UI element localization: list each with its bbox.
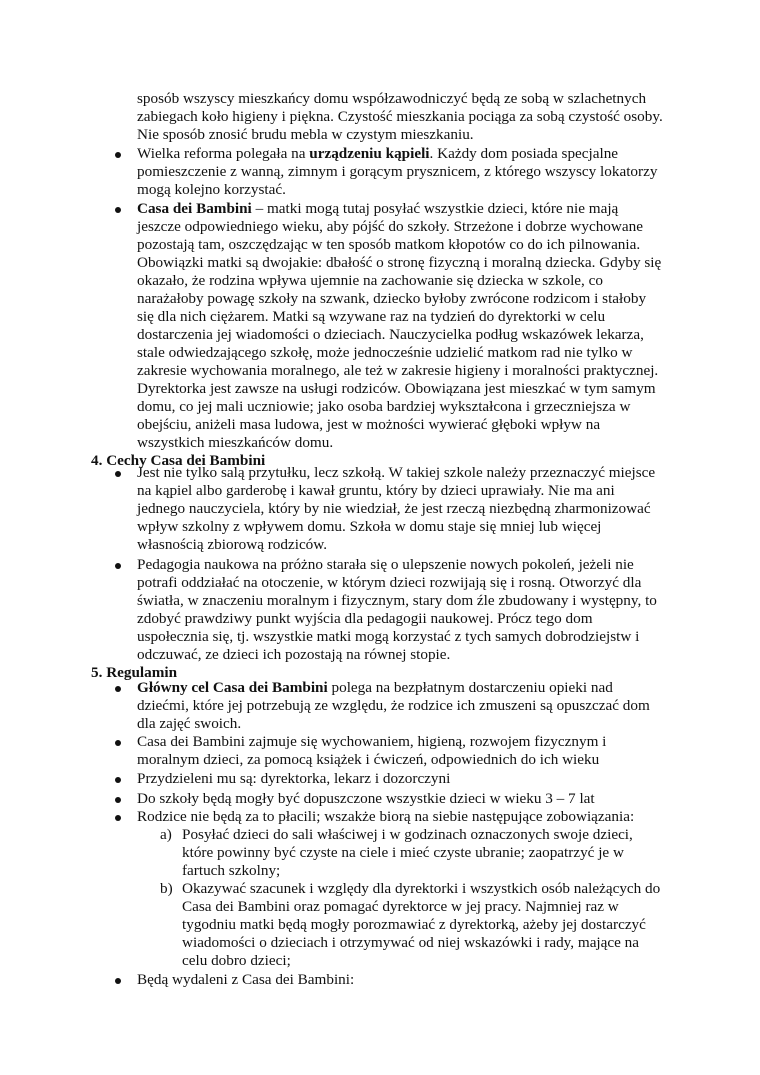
bullet-icon xyxy=(115,978,121,984)
list-item-line: okazało, że rodzina wpływa ujemnie na zachowanie się dziecka w szkole, co xyxy=(137,272,603,289)
sub-list-item-line: Casa dei Bambini oraz pomagać dyrektorce w jej pracy. Najmniej raz w xyxy=(182,898,619,915)
sub-list-item-line: celu dobro dzieci; xyxy=(182,952,291,969)
list-item-line: stale odwiedzającego szkołę, może jednocześnie udzielić matkom rad nie tylko w xyxy=(137,344,633,361)
list-item-line: obejściu, aniżeli masa ludowa, jest w możności wywierać głęboki wpływ na xyxy=(137,416,601,433)
bullet-icon xyxy=(115,563,121,569)
list-item-line: odczuwać, ze dzieci ich pozostają na równej stopie. xyxy=(137,646,451,663)
bullet-icon xyxy=(115,777,121,783)
sub-list-item-line: Okazywać szacunek i względy dla dyrektorki i wszystkich osób należących do xyxy=(182,880,661,897)
list-item-line: Rodzice nie będą za to płacili; wszakże biorą na siebie następujące zobowiązania: xyxy=(137,808,635,825)
list-item-line: Dyrektorka jest zawsze na usługi rodziców. Obowiązana jest mieszkać w tym samym xyxy=(137,380,656,397)
list-item-line: Casa dei Bambini zajmuje się wychowaniem, higieną, rozwojem fizycznym i xyxy=(137,733,607,750)
bullet-icon xyxy=(115,152,121,158)
list-item-line: Główny cel Casa dei Bambini polega na bezpłatnym dostarczeniu opieki nad xyxy=(137,679,613,696)
list-item-line: narażałoby powagę szkoły na szwank, dziecko byłoby zwrócone rodzicom i stałoby xyxy=(137,290,647,307)
list-item-line: na kąpiel albo garderobę i kawał gruntu, który by dzieci uprawiały. Nie ma ani xyxy=(137,482,615,499)
bullet-icon xyxy=(115,740,121,746)
list-item-line: światła, w znaczeniu moralnym i fizycznym, stary dom źle zbudowany i występny, to xyxy=(137,592,657,609)
list-item-line: Casa dei Bambini – matki mogą tutaj posyłać wszystkie dzieci, które nie mają xyxy=(137,200,619,217)
list-item-line: Będą wydaleni z Casa dei Bambini: xyxy=(137,971,355,988)
list-item-line: potrafi oddziałać na otoczenie, w którym dzieci rozwijają się i rosną. Otworzyć dla xyxy=(137,574,642,591)
section-heading: 5. Regulamin xyxy=(91,664,178,681)
bullet-icon xyxy=(115,686,121,692)
list-item-line: uspołecznia się, tj. wszystkie matki mogą korzystać z tych samych dobrodziejstw i xyxy=(137,628,640,645)
list-item-line: pozostają tam, oszczędzając w ten sposób matkom kłopotów co do ich pilnowania. xyxy=(137,236,641,253)
list-item-line: dla zajęć swoich. xyxy=(137,715,242,732)
section-heading: 4. Cechy Casa dei Bambini xyxy=(91,452,266,469)
list-item-line: zdobyć prawdziwy punkt wyjścia dla pedagogii naukowej. Prócz tego dom xyxy=(137,610,593,627)
bullet-icon xyxy=(115,471,121,477)
list-item-line: jeszcze odpowiedniego wieku, aby pójść do szkoły. Strzeżone i dobrze wychowane xyxy=(137,218,643,235)
bullet-icon xyxy=(115,207,121,213)
list-item-line: Przydzieleni mu są: dyrektorka, lekarz i dozorczyni xyxy=(137,770,451,787)
list-marker-b: b) xyxy=(160,880,173,897)
sub-list-item-line: Posyłać dzieci do sali właściwej i w godzinach oznaczonych swoje dzieci, xyxy=(182,826,633,843)
list-item-line: dostarczenia jej wiadomości o dzieciach. Nauczycielka podług wskazówek lekarza, xyxy=(137,326,644,343)
list-item-line: Obowiązki matki są dwojakie: dbałość o stronę fizyczną i moralną dziecka. Gdyby się xyxy=(137,254,662,271)
sub-list-item-line: które powinny być czyste na ciele i mieć czyste ubranie; zaopatrzyć je w xyxy=(182,844,624,861)
list-item-line: jednego nauczyciela, który by nie wiedział, że jest rzeczą niezbędną zharmonizować xyxy=(137,500,651,517)
sub-list-item-line: wiadomości o dzieciach i otrzymywać od niej wskazówki i rady, mające na xyxy=(182,934,640,951)
sub-list-item-line: tygodniu matki będą mogły porozmawiać z dyrektorką, ażeby jej dostarczyć xyxy=(182,916,646,933)
list-item-line: się dla nich ciężarem. Matki są wzywane raz na tydzień do dyrektorki w celu xyxy=(137,308,606,325)
list-item-line: zakresie wychowania moralnego, ale też w zakresie higieny i moralności praktycznej. xyxy=(137,362,659,379)
list-item-line: dziećmi, które jej potrzebują ze względu, że rodzice ich zmuszeni są opuszczać dom xyxy=(137,697,650,714)
list-item-line: Pedagogia naukowa na próżno starała się o ulepszenie nowych pokoleń, jeżeli nie xyxy=(137,556,634,573)
list-item-line: pomieszczenie z wanną, zimnym i gorącym prysznicem, z którego wszyscy lokatorzy xyxy=(137,163,658,180)
list-marker-a: a) xyxy=(160,826,172,843)
intro-line: sposób wszyscy mieszkańcy domu współzawodniczyć będą ze sobą w szlachetnych xyxy=(137,90,647,107)
list-item-line: wszystkich mieszkańców domu. xyxy=(137,434,334,451)
list-item-line: Do szkoły będą mogły być dopuszczone wszystkie dzieci w wieku 3 – 7 lat xyxy=(137,790,595,807)
list-item-line: Jest nie tylko salą przytułku, lecz szkołą. W takiej szkole należy przeznaczyć miejsce xyxy=(137,464,656,481)
list-item-line: domu, co jej mali uczniowie; jako osoba bardziej wykształcona i grzeczniejsza w xyxy=(137,398,631,415)
intro-line: Nie sposób znosić brudu mebla w czystym mieszkaniu. xyxy=(137,126,474,143)
sub-list-item-line: fartuch szkolny; xyxy=(182,862,281,879)
list-item-line: wpływ szkolny z wpływem domu. Szkoła w domu staje się mniej lub więcej xyxy=(137,518,602,535)
list-item-line: mogą kolejno korzystać. xyxy=(137,181,286,198)
list-item-line: Wielka reforma polegała na urządzeniu kąpieli. Każdy dom posiada specjalne xyxy=(137,145,619,162)
list-item-line: moralnym dzieci, za pomocą książek i ćwiczeń, odpowiednich do ich wieku xyxy=(137,751,600,768)
intro-line: zabiegach koło higieny i piękna. Czystość mieszkania pociąga za sobą czystość osoby. xyxy=(137,108,663,125)
list-item-line: własnością zbiorową rodziców. xyxy=(137,536,328,553)
bullet-icon xyxy=(115,797,121,803)
bullet-icon xyxy=(115,815,121,821)
